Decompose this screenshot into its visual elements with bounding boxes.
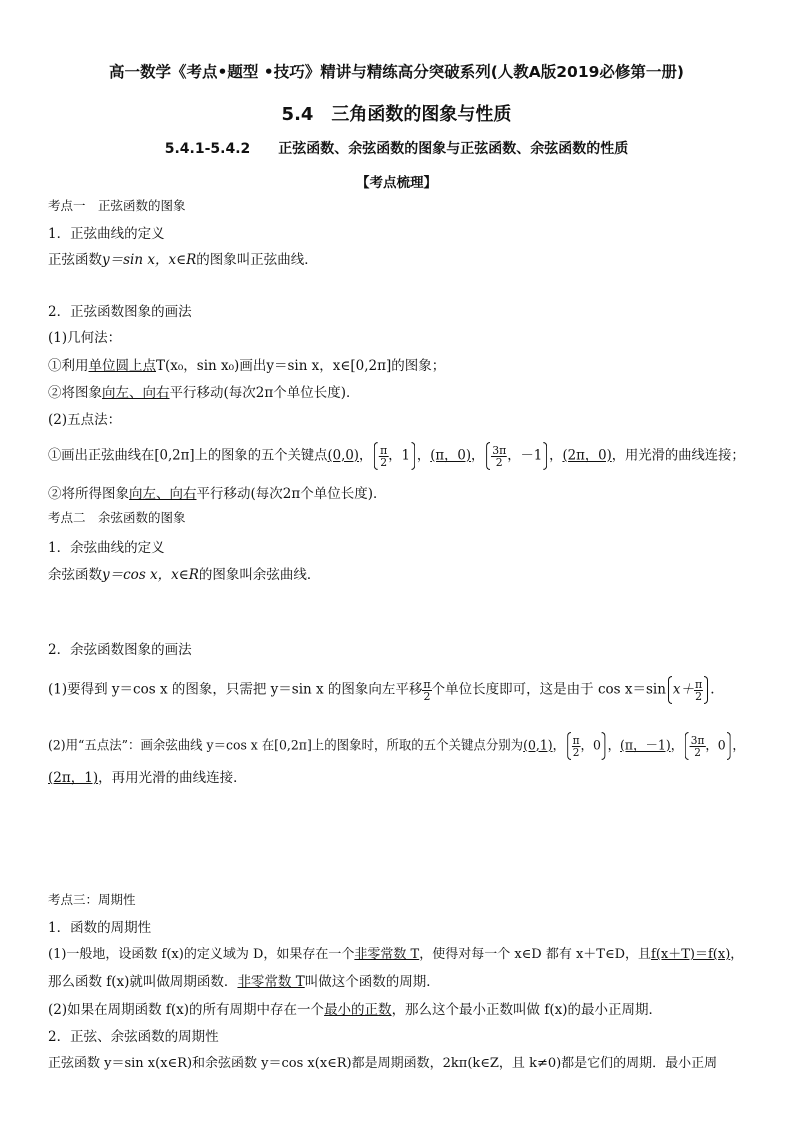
text: ①利用	[48, 358, 89, 374]
left-paren	[374, 442, 378, 470]
numerator: π	[423, 677, 431, 691]
value: －1	[520, 447, 543, 464]
k3-p4: 正弦函数 y＝sin x(x∈R)和余弦函数 y＝cos x(x∈R)都是周期函数，2kπ(k∈Z，且 k≠0)都是它们的周期．最小正周	[48, 1056, 718, 1071]
underlined-text: 非零常数 T	[354, 947, 420, 962]
text: 叫做这个函数的周期．	[304, 974, 440, 990]
k1-geo1	[48, 354, 445, 374]
text: ①画出正弦曲线在[0,2π]上的图象的五个关键点	[48, 447, 328, 464]
k1-title: 考点一 正弦函数的图象	[48, 198, 186, 213]
text: ②将所得图象	[48, 486, 129, 502]
underlined-text: 向左、向右	[129, 486, 197, 502]
k2-m1	[48, 676, 715, 704]
right-paren	[727, 732, 731, 760]
denominator: 2	[423, 689, 431, 703]
formula: y＝sin x，x∈R	[102, 252, 197, 268]
k3-p1	[48, 943, 743, 962]
key-point: (2π，1)	[48, 770, 99, 786]
denominator: 2	[380, 455, 388, 469]
k3-p2	[48, 970, 440, 990]
formula: y＝cos x，x∈R	[102, 567, 199, 583]
numerator: 3π	[492, 443, 507, 457]
fraction	[491, 445, 507, 468]
k1-five2	[48, 482, 387, 502]
k3-p3	[48, 998, 662, 1018]
k3-title: 考点三：周期性	[48, 892, 136, 907]
k1-geo2	[48, 381, 360, 401]
chapter-title: 5.4 三角函数的图象与性质	[281, 104, 512, 125]
text: 余弦函数	[48, 567, 102, 583]
text: ，再用光滑的曲线连接．	[98, 770, 247, 786]
text: T(x₀，sin x₀)画出y＝sin x，x∈[0,2π]的图象；	[156, 358, 446, 374]
text: 个单位长度即可，这是由于 cos x＝sin	[431, 681, 666, 698]
numerator: 3π	[690, 733, 705, 747]
formula: x＋	[672, 681, 695, 698]
k2-m2: (2)用“五点法”：画余弦曲线 y＝cos x 在[0,2π]上的图象时，所取的五个关键点分别为(0,1)， $\frac{\pi}{2}$ ，0 ，(π，－1)， $\frac{3\pi}{2}$ ，0 ，	[48, 733, 745, 759]
text: ②将图象	[48, 385, 102, 401]
value: 0	[592, 738, 601, 754]
text: 那么函数 f(x)就叫做周期函数．	[48, 974, 238, 990]
numerator: π	[695, 677, 703, 691]
key-point: (π，－1)	[620, 738, 671, 754]
k2-m2-cont	[48, 766, 247, 786]
text: (1)一般地，设函数 f(x)的定义域为 D，如果存在一个	[48, 947, 355, 962]
k1-s2-title: 2．正弦函数图象的画法	[48, 304, 192, 320]
k1-s1-text	[48, 248, 318, 268]
text: .	[710, 681, 715, 698]
key-point: (0,1)	[523, 738, 553, 754]
text: ，那么这个最小正数叫做 f(x)的最小正周期．	[391, 1002, 662, 1018]
denominator: 2	[495, 455, 503, 469]
key-point: (0,0)	[327, 447, 359, 464]
subchapter-title: 5.4.1-5.4.2 正弦函数、余弦函数的图象与正弦函数、余弦函数的性质	[164, 141, 629, 157]
k2-title: 考点二 余弦函数的图象	[48, 510, 186, 525]
fraction	[422, 679, 431, 702]
left-paren	[567, 732, 571, 760]
underlined-text: 最小的正数	[324, 1002, 392, 1018]
fraction	[694, 679, 703, 702]
value: 1	[401, 447, 411, 464]
left-paren	[486, 442, 490, 470]
numerator: π	[380, 443, 388, 457]
right-paren	[411, 442, 415, 470]
fraction	[572, 735, 581, 758]
denominator: 2	[572, 745, 580, 759]
text: (1)要得到 y＝cos x 的图象，只需把 y＝sin x 的图象向左平移	[48, 681, 423, 698]
text: 正弦函数	[48, 252, 102, 268]
left-paren	[668, 676, 672, 704]
series-title: 高一数学《考点•题型 •技巧》精讲与精练高分突破系列(人教A版2019必修第一册)	[108, 63, 685, 81]
fraction	[690, 735, 706, 758]
k1-five: (2)五点法：	[48, 412, 122, 428]
text: (2)用“五点法”：画余弦曲线 y＝cos x 在[0,2π]上的图象时，所取的五个关键点分别为	[48, 738, 524, 754]
k1-s1-title: 1．正弦曲线的定义	[48, 226, 165, 242]
numerator: π	[572, 733, 580, 747]
k1-geo: (1)几何法：	[48, 330, 122, 346]
underlined-text: 单位圆上点	[88, 358, 156, 374]
text: 平行移动(每次2π个单位长度)．	[169, 385, 360, 401]
k2-s1-title: 1．余弦曲线的定义	[48, 540, 165, 556]
denominator: 2	[695, 689, 703, 703]
k3-s1-title: 1．函数的周期性	[48, 920, 152, 936]
right-paren	[602, 732, 606, 760]
right-paren	[704, 676, 708, 704]
left-paren	[685, 732, 689, 760]
right-paren	[543, 442, 547, 470]
denominator: 2	[694, 745, 701, 759]
text: (2)如果在周期函数 f(x)的所有周期中存在一个	[48, 1002, 325, 1018]
text: 的图象叫余弦曲线．	[198, 567, 321, 583]
underlined-text: 非零常数 T	[237, 974, 305, 990]
fraction	[379, 445, 388, 468]
text: ，	[730, 947, 744, 962]
section-tag: 【考点梳理】	[356, 175, 437, 191]
text: 平行移动(每次2π个单位长度)．	[196, 486, 387, 502]
underlined-text: 向左、向右	[102, 385, 170, 401]
key-point: (2π，0)	[562, 447, 612, 464]
text: ，使得对每一个 x∈D 都有 x＋T∈D，且	[419, 947, 652, 962]
text: 的图象叫正弦曲线．	[196, 252, 318, 268]
k1-five1: ①画出正弦曲线在[0,2π]上的图象的五个关键点(0,0)， $\frac{\pi}{2}$ ，1 ，(π，0)， $\frac{3\pi}{2}$ ，－1 ，(2π，0)，用光滑的曲线连接；	[48, 443, 745, 469]
text: ，用光滑的曲线连接；	[611, 447, 745, 464]
k3-s2-title: 2．正弦、余弦函数的周期性	[48, 1029, 219, 1045]
underlined-text: f(x＋T)＝f(x)	[651, 947, 731, 962]
k2-s2-title: 2．余弦函数图象的画法	[48, 642, 192, 658]
key-point: (π，0)	[430, 447, 472, 464]
k2-s1-text	[48, 563, 320, 583]
value: 0	[717, 738, 726, 754]
